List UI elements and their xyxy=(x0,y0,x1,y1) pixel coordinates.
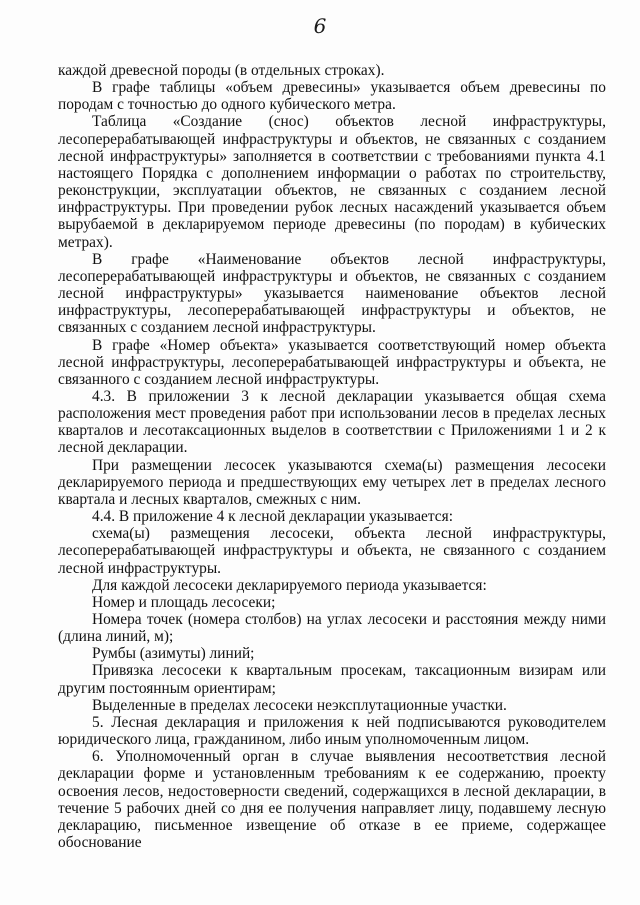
paragraph-13: Румбы (азимуты) линий; xyxy=(92,645,255,663)
paragraph-16: 5. Лесная декларация и приложения к ней подписываются руководителем юридического лица, гражданином, либо иным уполномоченным лицом. xyxy=(58,713,606,749)
paragraph-5: В графе «Номер объекта» указывается соответствующий номер объекта лесной инфраструктуры, лесоперерабатывающей инфраструктуры и объекта, не связанного с созданием лесной инфраструктуры. xyxy=(58,336,606,388)
paragraph-15: Выделенные в пределах лесосеки неэксплутационные участки. xyxy=(92,696,507,714)
paragraph-12: Номера точек (номера столбов) на углах лесосеки и расстояния между ними (длина линий, м); xyxy=(58,611,606,646)
paragraph-6: 4.3. В приложении 3 к лесной декларации указывается общая схема расположения мест проведения работ при использовании лесов в пределах лесных кварталов и лесотаксационных выделов в соответствии с Приложениями 1 и 2 к лесной декларации. xyxy=(58,387,606,457)
paragraph-11: Номер и площадь лесосеки; xyxy=(92,593,276,611)
paragraph-2: В графе таблицы «объем древесины» указывается объем древесины по породам с точностью до одного кубического метра. xyxy=(58,79,606,114)
paragraph-3: Таблица «Создание (снос) объектов лесной инфраструктуры, лесоперерабатывающей инфраструктуры и объектов, не связанных с созданием лесной инфраструктуры» заполняется в соответствии с требованиями пункта 4.1 настоящего Порядка с дополнением информации о работах по строительству, реконструкции, эксплуатации объектов, не связанных с созданием лесной инфраструктуры. При проведении рубок лесных насаждений указывается объем вырубаемой в декларируемом периоде древесины (по породам) в кубических метрах). xyxy=(58,113,606,251)
document-body xyxy=(58,62,606,851)
paragraph-10: Для каждой лесосеки декларируемого периода указывается: xyxy=(92,576,487,594)
paragraph-1: каждой древесной породы (в отдельных строках). xyxy=(58,62,385,79)
paragraph-4: В графе «Наименование объектов лесной инфраструктуры, лесоперерабатывающей инфраструктуры и объектов, не связанных с созданием лесной инфраструктуры» указывается наименование объектов лесной инфраструктуры, лесоперерабатывающей инфраструктуры и объектов, не связанных с созданием лесной инфраструктуры. xyxy=(58,250,606,337)
paragraph-7: При размещении лесосек указываются схема(ы) размещения лесосеки декларируемого периода и предшествующих ему четырех лет в пределах лесного квартала и лесных кварталов, смежных с ним. xyxy=(58,456,606,508)
paragraph-9: схема(ы) размещения лесосеки, объекта лесной инфраструктуры, лесоперерабатывающей инфраструктуры и объекта, не связанного с созданием лесной инфраструктуры. xyxy=(58,525,606,577)
paragraph-8: 4.4. В приложение 4 к лесной декларации указывается: xyxy=(92,508,453,526)
paragraph-14: Привязка лесосеки к квартальным просекам, таксационным визирам или другим постоянным ориентирам; xyxy=(58,662,606,697)
page-number: 6 xyxy=(313,14,327,38)
paragraph-17: 6. Уполномоченный орган в случае выявления несоответствия лесной декларации форме и установленным требованиям к ее содержанию, проекту освоения лесов, недостоверности сведений, содержащихся в лесной декларации, в течение 5 рабочих дней со дня ее получения направляет лицу, подавшему лесную декларацию, письменное извещение об отказе в ее приеме, содержащее обоснование xyxy=(58,748,606,852)
